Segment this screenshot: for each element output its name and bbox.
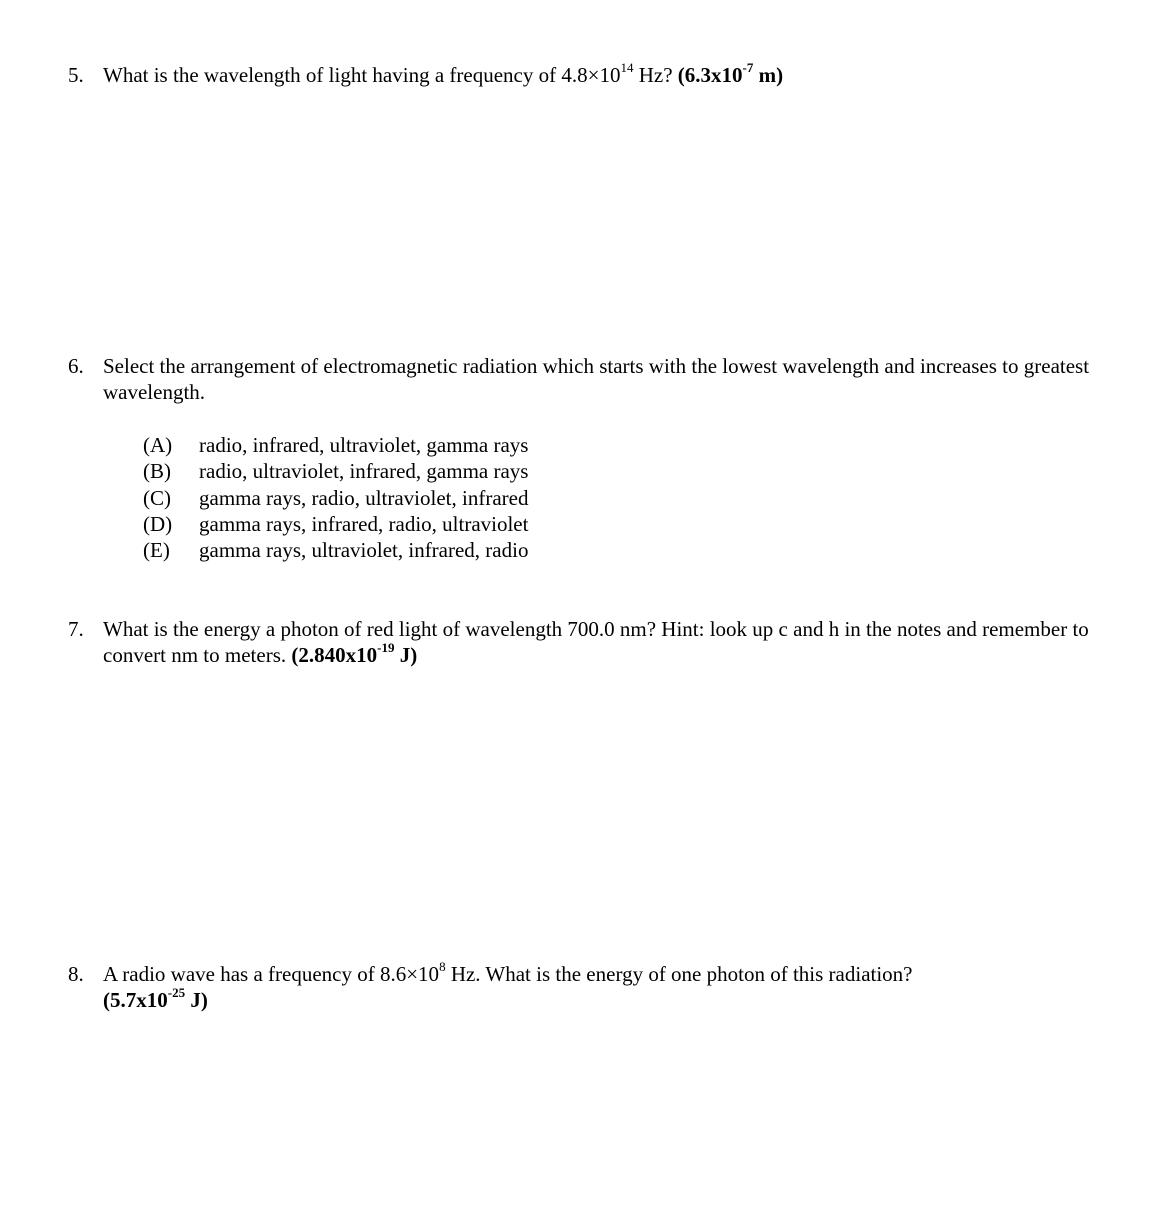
answer-unit: J) — [394, 643, 418, 667]
choice-text: gamma rays, infrared, radio, ultraviolet — [199, 511, 529, 536]
question-5 — [68, 62, 1128, 88]
choice-letter: (E) — [143, 538, 170, 563]
choice-letter: (D) — [143, 511, 173, 536]
question-6 — [68, 353, 1128, 405]
choice-text: radio, infrared, ultraviolet, gamma rays — [199, 433, 529, 457]
question-number: 7. — [68, 617, 84, 641]
question-text-part: What is the energy a photon of red light of wavelength 700.0 nm? Hint: look up c and h in the notes and remember to convert nm to meters. — [103, 617, 1089, 667]
choice-a — [143, 432, 528, 458]
answer-unit: m) — [753, 63, 784, 87]
answer-exponent: -7 — [742, 60, 754, 75]
choice-text: gamma rays, ultraviolet, infrared, radio — [199, 538, 529, 563]
choice-c — [143, 485, 528, 511]
exponent: 14 — [620, 60, 634, 75]
choice-b — [143, 458, 528, 484]
answer-exponent: -25 — [167, 985, 186, 1000]
answer-mantissa: (6.3x10 — [677, 63, 743, 87]
question-number: 5. — [68, 63, 84, 87]
answer-unit: J) — [185, 988, 208, 1012]
choice-letter: (B) — [143, 459, 171, 484]
answer — [291, 640, 418, 667]
choice-text: gamma rays, radio, ultraviolet, infrared — [199, 485, 529, 510]
question-text: Select the arrangement of electromagnetic radiation which starts with the lowest wavelength and increases to greatest wavelength. — [103, 354, 1090, 404]
question-number: 8. — [68, 962, 84, 986]
answer — [103, 985, 208, 1012]
question-text — [103, 62, 1128, 88]
question-8 — [68, 961, 1128, 1013]
question-text — [103, 616, 1128, 668]
choice-d — [143, 511, 528, 537]
question-7 — [68, 616, 1128, 668]
question-text-part: Hz. What is the energy of one photon of this radiation? — [445, 962, 913, 986]
exponent: 8 — [439, 959, 446, 974]
choice-text: radio, ultraviolet, infrared, gamma rays — [199, 459, 529, 484]
answer-mantissa: (2.840x10 — [291, 643, 378, 667]
choice-letter: (C) — [143, 485, 171, 510]
question-number: 6. — [68, 354, 84, 378]
answer — [677, 60, 784, 87]
answer-mantissa: (5.7x10 — [103, 988, 168, 1012]
question-text-part: Hz? — [633, 63, 678, 87]
answer-exponent: -19 — [377, 640, 395, 655]
answer-choices — [143, 432, 528, 563]
question-text-part: A radio wave has a frequency of 8.6×10 — [103, 962, 440, 986]
question-text-part: What is the wavelength of light having a frequency of 4.8×10 — [103, 63, 621, 87]
choice-letter: (A) — [143, 433, 173, 457]
choice-e — [143, 537, 528, 563]
question-text — [103, 961, 1128, 1013]
